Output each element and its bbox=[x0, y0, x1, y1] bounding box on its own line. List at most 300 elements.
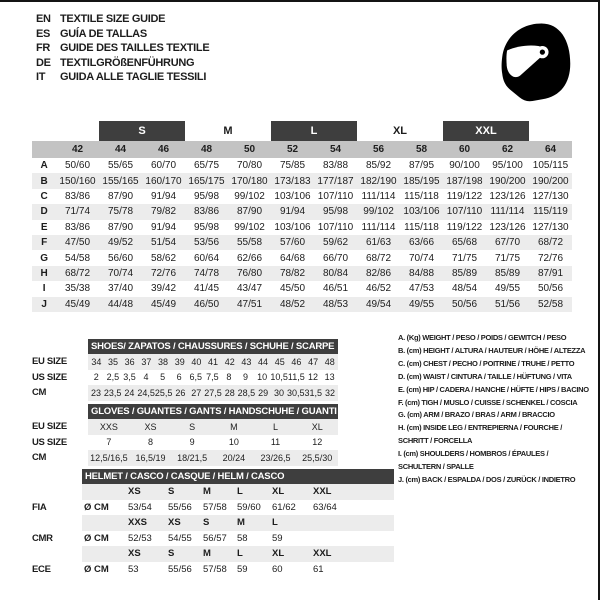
language-title: TEXTILE SIZE GUIDE bbox=[60, 13, 166, 26]
size-value-cell: 95/98 bbox=[193, 190, 220, 202]
size-value-cell: 71/75 bbox=[494, 252, 521, 264]
shoes-value-cell: 23,5 bbox=[103, 387, 122, 398]
size-value-cell: 55/58 bbox=[236, 237, 263, 249]
helmet-sizes-cells bbox=[82, 484, 394, 500]
shoes-value-cell: 24 bbox=[124, 387, 135, 398]
gloves-value-cell: 18/21,5 bbox=[177, 452, 208, 463]
legend-item: A. (Kg) WEIGHT / PESO / POIDS / GEWITCH / PESO bbox=[398, 333, 567, 342]
standard-label: CMR bbox=[32, 532, 53, 544]
shoes-value-cell: 38 bbox=[158, 356, 169, 367]
shoes-cells bbox=[88, 385, 338, 401]
gloves-value-cell: 23/26,5 bbox=[260, 452, 291, 463]
size-value-cell: 165/175 bbox=[188, 175, 225, 187]
shoes-value-cell: 11,5 bbox=[287, 372, 305, 383]
helmet-title-bar bbox=[82, 469, 394, 484]
language-code: DE bbox=[36, 56, 51, 69]
size-value-cell: 79/82 bbox=[150, 206, 177, 218]
helmet-size-header: XL bbox=[272, 548, 285, 560]
size-value-cell: 155/165 bbox=[102, 175, 139, 187]
size-value-cell: 190/200 bbox=[489, 175, 526, 187]
size-value-cell: 84/88 bbox=[408, 267, 435, 279]
size-value-cell: 46/51 bbox=[322, 283, 349, 295]
helmet-size-header: XXL bbox=[313, 486, 332, 498]
column-header: 54 bbox=[329, 144, 342, 155]
size-value-cell: 127/130 bbox=[532, 221, 569, 233]
gloves-size-table bbox=[32, 404, 338, 466]
helmet-value-cell: 63/64 bbox=[313, 501, 337, 513]
size-value-cell: 107/110 bbox=[317, 221, 354, 233]
shoes-row bbox=[32, 385, 338, 401]
size-value-cell: 60/70 bbox=[150, 160, 177, 172]
size-value-cell: 111/114 bbox=[490, 206, 525, 218]
shoes-row bbox=[32, 370, 338, 386]
size-value-cell: 64/68 bbox=[279, 252, 306, 264]
gloves-value-cell: 10 bbox=[228, 437, 239, 448]
language-row bbox=[36, 41, 209, 56]
helmet-value-cell bbox=[311, 531, 394, 547]
size-group-label: XL bbox=[392, 125, 408, 137]
size-value-cell: 83/86 bbox=[64, 190, 91, 202]
helmet-size-header: M bbox=[203, 548, 211, 560]
gloves-value-cell: XS bbox=[144, 421, 157, 432]
size-value-cell: 85/89 bbox=[494, 267, 521, 279]
size-value-cell: 127/130 bbox=[532, 190, 569, 202]
size-value-cell: 95/98 bbox=[193, 221, 220, 233]
size-value-cell: 90/100 bbox=[449, 160, 480, 172]
helmet-unit-spacer bbox=[82, 546, 126, 562]
shoes-value-cell: 37 bbox=[141, 356, 152, 367]
size-value-cell: 61/63 bbox=[365, 237, 392, 249]
size-value-cell: 66/70 bbox=[322, 252, 349, 264]
gloves-value-cell: XXS bbox=[99, 421, 118, 432]
gloves-row bbox=[32, 450, 338, 466]
size-value-cell: 107/110 bbox=[446, 206, 483, 218]
helmet-value-cell: 53/54 bbox=[128, 501, 152, 513]
column-header: 62 bbox=[501, 144, 514, 155]
helmet-value-cell: 53 bbox=[128, 563, 139, 575]
measurement-legend bbox=[398, 332, 590, 487]
shoes-value-cell: 8 bbox=[226, 372, 232, 383]
size-value-cell: 68/72 bbox=[537, 237, 564, 249]
legend-item: E. (cm) HIP / CADERA / HANCHE / HÜFTE / HIPS / BACINO bbox=[398, 384, 589, 394]
size-value-cell: 160/170 bbox=[145, 175, 182, 187]
size-group-spacer bbox=[529, 121, 572, 141]
shoes-value-cell: 23 bbox=[90, 387, 101, 398]
size-value-cell: 170/180 bbox=[231, 175, 268, 187]
size-value-cell: 91/94 bbox=[150, 221, 177, 233]
column-header: 52 bbox=[286, 144, 299, 155]
helmet-values-cells bbox=[82, 500, 394, 516]
legend-item: B. (cm) HEIGHT / ALTURA / HAUTEUR / HÖHE / ALTEZZA bbox=[398, 345, 586, 355]
size-value-cell: 55/65 bbox=[107, 160, 134, 172]
size-value-cell: 150/160 bbox=[59, 175, 96, 187]
helmet-size-header: S bbox=[168, 548, 175, 560]
helmet-value-cell: 61/62 bbox=[272, 501, 296, 513]
size-value-cell: 111/114 bbox=[361, 221, 396, 233]
size-value-cell: 87/90 bbox=[107, 221, 134, 233]
shoes-value-cell: 24,5 bbox=[137, 387, 155, 398]
size-value-cell: 65/68 bbox=[451, 237, 478, 249]
legend-item: G. (cm) ARM / BRAZO / BRAS / ARM / BRACCIO bbox=[398, 410, 555, 420]
size-value-cell: 45/49 bbox=[64, 298, 91, 310]
column-header: 46 bbox=[157, 144, 170, 155]
helmet-value-cell: 61 bbox=[313, 563, 324, 575]
row-letter: E bbox=[40, 221, 48, 233]
gloves-value-cell: 9 bbox=[189, 437, 195, 448]
shoes-value-cell: 27 bbox=[191, 387, 202, 398]
gloves-value-cell: 16,5/19 bbox=[135, 452, 166, 463]
gloves-cells bbox=[88, 435, 338, 451]
size-value-cell: 48/54 bbox=[451, 283, 478, 295]
helmet-icon bbox=[494, 18, 576, 106]
helmet-size-header: XL bbox=[272, 486, 285, 498]
shoes-value-cell: 4 bbox=[143, 372, 149, 383]
gloves-cells bbox=[88, 450, 338, 466]
size-value-cell: 45/49 bbox=[150, 298, 177, 310]
helmet-unit-spacer bbox=[82, 515, 126, 531]
size-value-cell: 119/122 bbox=[446, 190, 483, 202]
shoes-value-cell: 40 bbox=[191, 356, 202, 367]
size-value-cell: 50/56 bbox=[451, 298, 478, 310]
column-header: 48 bbox=[200, 144, 213, 155]
helmet-value-cell: 52/53 bbox=[128, 532, 152, 544]
helmet-values-row bbox=[32, 531, 394, 547]
size-value-cell: 85/92 bbox=[365, 160, 392, 172]
size-value-cell: 74/78 bbox=[193, 267, 220, 279]
size-value-cell: 67/70 bbox=[494, 237, 521, 249]
helmet-size-header: L bbox=[237, 486, 243, 498]
helmet-title: HELMET / CASCO / CASQUE / HELM / CASCO bbox=[85, 471, 285, 482]
size-value-cell: 49/54 bbox=[365, 298, 392, 310]
size-value-cell: 182/190 bbox=[360, 175, 397, 187]
helmet-value-cell: 54/55 bbox=[168, 532, 192, 544]
table-row bbox=[32, 220, 572, 235]
size-value-cell: 95/98 bbox=[322, 206, 349, 218]
size-value-cell: 68/72 bbox=[64, 267, 91, 279]
shoes-value-cell: 10 bbox=[257, 372, 268, 383]
column-header: 64 bbox=[544, 144, 557, 155]
shoes-value-cell: 10,5 bbox=[270, 372, 288, 383]
row-letter: D bbox=[40, 206, 48, 218]
size-value-cell: 83/86 bbox=[64, 221, 91, 233]
size-group-label: M bbox=[223, 125, 233, 137]
diameter-unit-label: Ø CM bbox=[84, 532, 109, 544]
size-value-cell: 51/56 bbox=[494, 298, 521, 310]
shoes-value-cell: 44 bbox=[258, 356, 269, 367]
size-value-cell: 62/66 bbox=[236, 252, 263, 264]
size-value-cell: 103/106 bbox=[274, 190, 311, 202]
row-letter: F bbox=[41, 237, 47, 249]
language-title: TEXTILGRÖßENFÜHRUNG bbox=[60, 56, 195, 69]
size-value-cell: 59/62 bbox=[322, 237, 349, 249]
gloves-value-cell: 25,5/30 bbox=[302, 452, 333, 463]
size-value-cell: 39/42 bbox=[150, 283, 177, 295]
gloves-value-cell: 7 bbox=[106, 437, 112, 448]
size-value-cell: 91/94 bbox=[279, 206, 306, 218]
size-value-cell: 51/54 bbox=[150, 237, 177, 249]
size-value-cell: 119/122 bbox=[446, 221, 483, 233]
column-header-row bbox=[32, 141, 572, 158]
shoes-value-cell: 2 bbox=[93, 372, 99, 383]
language-title: GUIDE DES TAILLES TEXTILE bbox=[60, 42, 210, 55]
size-value-cell: 87/95 bbox=[408, 160, 435, 172]
table-row bbox=[32, 281, 572, 296]
shoes-value-cell: 5 bbox=[160, 372, 166, 383]
helmet-size-header: S bbox=[203, 517, 210, 529]
gloves-title-bar bbox=[88, 404, 338, 419]
helmet-sizes-cells bbox=[82, 515, 394, 531]
size-value-cell: 43/47 bbox=[236, 283, 263, 295]
language-row bbox=[36, 70, 209, 85]
size-value-cell: 185/195 bbox=[403, 175, 440, 187]
row-label: US SIZE bbox=[32, 436, 67, 448]
size-value-cell: 48/52 bbox=[279, 298, 306, 310]
size-value-cell: 70/74 bbox=[408, 252, 435, 264]
size-value-cell: 123/126 bbox=[489, 190, 526, 202]
helmet-values-row bbox=[32, 562, 394, 578]
helmet-value-cell: 57/58 bbox=[203, 501, 227, 513]
size-value-cell: 95/100 bbox=[492, 160, 523, 172]
size-value-cell: 71/74 bbox=[64, 206, 91, 218]
size-group-label: L bbox=[271, 121, 357, 141]
shoes-value-cell: 9 bbox=[242, 372, 248, 383]
size-value-cell: 47/51 bbox=[236, 298, 263, 310]
helmet-size-header: L bbox=[272, 517, 278, 529]
size-value-cell: 56/60 bbox=[107, 252, 134, 264]
size-value-cell: 63/66 bbox=[408, 237, 435, 249]
shoes-value-cell: 7,5 bbox=[206, 372, 219, 383]
legend-item: H. (cm) INSIDE LEG / ENTREPIERNA / FOURCHE / SCHRITT / FORCELLA bbox=[398, 423, 563, 446]
shoes-cells bbox=[88, 370, 338, 386]
size-group-label: XXL bbox=[443, 121, 529, 141]
helmet-size-header: XXL bbox=[313, 548, 332, 560]
size-value-cell: 107/110 bbox=[317, 190, 354, 202]
size-value-cell: 54/58 bbox=[64, 252, 91, 264]
diameter-unit-label: Ø CM bbox=[84, 563, 109, 575]
column-header: 58 bbox=[415, 144, 428, 155]
shoes-value-cell: 26 bbox=[175, 387, 186, 398]
legend-item: C. (cm) CHEST / PECHO / POITRINE / TRUHE / PETTO bbox=[398, 358, 575, 368]
gloves-row bbox=[32, 435, 338, 451]
language-code: EN bbox=[36, 13, 51, 26]
size-value-cell: 65/75 bbox=[193, 160, 220, 172]
size-group-spacer bbox=[32, 121, 99, 141]
helmet-size-header: XS bbox=[168, 517, 181, 529]
shoes-value-cell: 41 bbox=[208, 356, 219, 367]
column-header: 56 bbox=[372, 144, 385, 155]
shoes-value-cell: 35 bbox=[108, 356, 119, 367]
gloves-row bbox=[32, 419, 338, 435]
size-value-cell: 83/88 bbox=[322, 160, 349, 172]
gloves-value-cell: 20/24 bbox=[222, 452, 246, 463]
row-label: CM bbox=[32, 452, 47, 464]
language-row bbox=[36, 12, 209, 27]
size-value-cell: 49/52 bbox=[107, 237, 134, 249]
helmet-value-cell: 59/60 bbox=[237, 501, 261, 513]
shoes-value-cell: 43 bbox=[241, 356, 252, 367]
shoes-value-cell: 48 bbox=[324, 356, 335, 367]
size-value-cell: 45/50 bbox=[279, 283, 306, 295]
helmet-size-header: S bbox=[168, 486, 175, 498]
size-value-cell: 105/115 bbox=[532, 160, 569, 172]
shoes-title-bar bbox=[88, 339, 338, 354]
size-value-cell: 103/106 bbox=[403, 206, 440, 218]
size-value-cell: 99/102 bbox=[363, 206, 394, 218]
helmet-sizes-row bbox=[32, 515, 394, 531]
column-header-spacer bbox=[32, 141, 56, 158]
shoes-value-cell: 47 bbox=[308, 356, 319, 367]
shoes-value-cell: 30 bbox=[274, 387, 285, 398]
helmet-value-cell: 58 bbox=[237, 532, 248, 544]
gloves-value-cell: S bbox=[189, 421, 196, 432]
column-header: 42 bbox=[71, 144, 84, 155]
size-value-cell: 190/200 bbox=[532, 175, 569, 187]
size-value-cell: 87/90 bbox=[236, 206, 263, 218]
helmet-unit-spacer bbox=[82, 484, 126, 500]
size-value-cell: 53/56 bbox=[193, 237, 220, 249]
gloves-cells bbox=[88, 419, 338, 435]
size-value-cell: 60/64 bbox=[193, 252, 220, 264]
size-value-cell: 72/76 bbox=[150, 267, 177, 279]
shoes-value-cell: 29 bbox=[258, 387, 269, 398]
size-value-cell: 75/85 bbox=[279, 160, 306, 172]
row-letter: H bbox=[40, 267, 48, 279]
size-value-cell: 187/198 bbox=[446, 175, 483, 187]
size-value-cell: 177/187 bbox=[317, 175, 354, 187]
diameter-unit-label: Ø CM bbox=[84, 501, 109, 513]
helmet-size-table bbox=[32, 469, 394, 577]
helmet-size-header: M bbox=[203, 486, 211, 498]
gloves-value-cell: 12,5/16,5 bbox=[90, 452, 128, 463]
gloves-value-cell: L bbox=[273, 421, 279, 432]
row-label: EU SIZE bbox=[32, 421, 67, 433]
row-label-spacer bbox=[32, 515, 82, 531]
helmet-value-cell: 56/57 bbox=[203, 532, 227, 544]
row-label: US SIZE bbox=[32, 371, 67, 383]
size-value-cell: 91/94 bbox=[150, 190, 177, 202]
size-value-cell: 99/102 bbox=[234, 221, 265, 233]
size-value-cell: 70/74 bbox=[107, 267, 134, 279]
shoes-title: SHOES/ ZAPATOS / CHAUSSURES / SCHUHE / SCARPE bbox=[91, 341, 335, 352]
size-value-cell: 103/106 bbox=[274, 221, 311, 233]
shoes-value-cell: 28,5 bbox=[237, 387, 256, 398]
column-header: 60 bbox=[458, 144, 471, 155]
helmet-size-header: XS bbox=[128, 548, 141, 560]
helmet-value-cell: 55/56 bbox=[168, 501, 192, 513]
size-value-cell: 58/62 bbox=[150, 252, 177, 264]
table-row bbox=[32, 235, 572, 250]
helmet-size-header bbox=[311, 515, 394, 531]
language-code: FR bbox=[36, 42, 51, 55]
table-row bbox=[32, 158, 572, 173]
helmet-size-header: XXS bbox=[128, 517, 148, 529]
size-value-cell: 44/48 bbox=[107, 298, 134, 310]
language-code: IT bbox=[36, 71, 46, 84]
shoes-value-cell: 39 bbox=[174, 356, 185, 367]
shoes-value-cell: 3,5 bbox=[123, 372, 136, 383]
helmet-value-cell: 57/58 bbox=[203, 563, 227, 575]
helmet-value-cell: 60 bbox=[272, 563, 283, 575]
size-group-row bbox=[32, 121, 572, 141]
size-value-cell: 50/56 bbox=[537, 283, 564, 295]
size-value-cell: 47/50 bbox=[64, 237, 91, 249]
shoes-value-cell: 2,5 bbox=[106, 372, 120, 383]
size-value-cell: 46/52 bbox=[365, 283, 392, 295]
helmet-values-cells bbox=[82, 562, 394, 578]
language-row bbox=[36, 27, 209, 42]
shoes-value-cell: 34 bbox=[91, 356, 102, 367]
gloves-value-cell: 11 bbox=[270, 437, 281, 448]
shoes-value-cell: 28 bbox=[224, 387, 235, 398]
row-label: EU SIZE bbox=[32, 356, 67, 368]
shoes-value-cell: 45 bbox=[274, 356, 285, 367]
shoes-value-cell: 6,5 bbox=[189, 372, 203, 383]
helmet-size-header: L bbox=[237, 548, 243, 560]
helmet-values-row bbox=[32, 500, 394, 516]
size-value-cell: 50/60 bbox=[64, 160, 91, 172]
shoes-value-cell: 36 bbox=[124, 356, 135, 367]
language-code: ES bbox=[36, 27, 51, 40]
gloves-title: GLOVES / GUANTES / GANTS / HANDSCHUHE / GUANTI bbox=[91, 406, 337, 417]
standard-label: FIA bbox=[32, 501, 47, 513]
gloves-value-cell: 12 bbox=[312, 437, 323, 448]
shoes-value-cell: 25,5 bbox=[154, 387, 173, 398]
size-value-cell: 87/91 bbox=[537, 267, 564, 279]
column-header: 44 bbox=[114, 144, 127, 155]
gloves-value-cell: M bbox=[230, 421, 238, 432]
helmet-size-header: XS bbox=[128, 486, 141, 498]
legend-item: I. (cm) SHOULDERS / HOMBROS / ÉPAULES / SCHULTERN / SPALLE bbox=[398, 449, 549, 472]
gloves-value-cell: XL bbox=[311, 421, 323, 432]
shoes-value-cell: 27,5 bbox=[204, 387, 222, 398]
size-value-cell: 80/84 bbox=[322, 267, 349, 279]
shoes-value-cell: 42 bbox=[224, 356, 235, 367]
shoes-value-cell: 13 bbox=[324, 372, 335, 383]
size-value-cell: 85/89 bbox=[451, 267, 478, 279]
shoes-value-cell: 32 bbox=[325, 387, 336, 398]
size-group-label: S bbox=[99, 121, 185, 141]
size-value-cell: 46/50 bbox=[193, 298, 220, 310]
shoes-value-cell: 31,5 bbox=[304, 387, 323, 398]
size-value-cell: 48/53 bbox=[322, 298, 349, 310]
helmet-value-cell: 59 bbox=[272, 532, 283, 544]
shoes-size-table bbox=[32, 339, 338, 401]
gloves-value-cell: 8 bbox=[148, 437, 154, 448]
size-value-cell: 76/80 bbox=[236, 267, 263, 279]
legend-item: D. (cm) WAIST / CINTURA / TAILLE / HÜFTUNG / VITA bbox=[398, 371, 572, 381]
language-title: GUIDA ALLE TAGLIE TESSILI bbox=[60, 71, 207, 84]
shoes-value-cell: 46 bbox=[291, 356, 302, 367]
legend-item: F. (cm) TIGH / MUSLO / CUISSE / SCHENKEL / COSCIA bbox=[398, 397, 578, 407]
helmet-sizes-cells bbox=[82, 546, 394, 562]
size-value-cell: 75/78 bbox=[107, 206, 134, 218]
size-value-cell: 173/183 bbox=[274, 175, 311, 187]
language-title-list bbox=[36, 12, 209, 85]
size-value-cell: 37/40 bbox=[107, 283, 134, 295]
row-label-spacer bbox=[32, 484, 82, 500]
table-row bbox=[32, 189, 572, 204]
size-value-cell: 49/55 bbox=[408, 298, 435, 310]
language-row bbox=[36, 56, 209, 71]
shoes-value-cell: 30,5 bbox=[287, 387, 305, 398]
helmet-sizes-row bbox=[32, 546, 394, 562]
table-row bbox=[32, 266, 572, 281]
shoes-value-cell: 12 bbox=[308, 372, 319, 383]
size-value-cell: 111/114 bbox=[361, 190, 396, 202]
size-value-cell: 49/55 bbox=[494, 283, 521, 295]
size-value-cell: 83/86 bbox=[193, 206, 220, 218]
language-title: GUÍA DE TALLAS bbox=[60, 27, 147, 40]
